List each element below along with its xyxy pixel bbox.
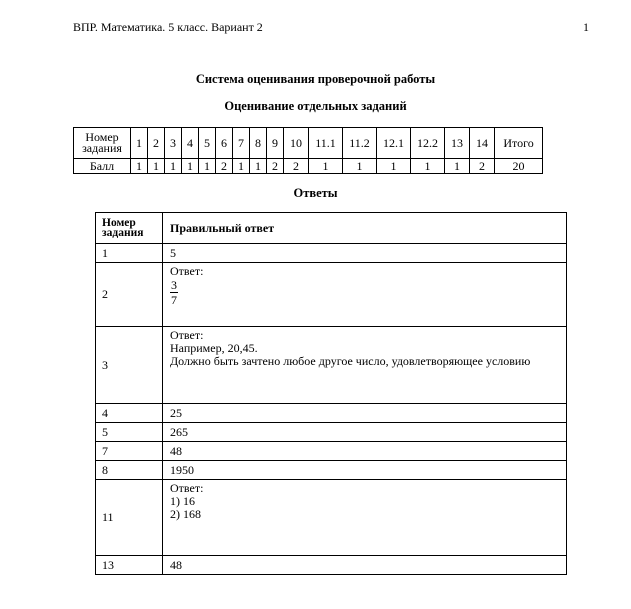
answer-value: 48: [163, 556, 567, 575]
answer-task-number: 8: [96, 461, 163, 480]
answer-value: 25: [163, 404, 567, 423]
task-number: 5: [199, 128, 216, 159]
answer-row: [96, 442, 567, 461]
scoring-table: [73, 127, 543, 174]
page-number: 1: [583, 20, 589, 34]
answer-task-number: 11: [96, 480, 163, 556]
answer-value: [163, 327, 567, 404]
answer-task-number: 2: [96, 263, 163, 327]
answers-col-answer: Правильный ответ: [163, 213, 567, 244]
answer-value: 48: [163, 442, 567, 461]
task-points: 1: [233, 159, 250, 174]
answers-col-number: [96, 213, 163, 244]
running-header: ВПР. Математика. 5 класс. Вариант 2: [73, 20, 263, 34]
answer-row: [96, 404, 567, 423]
answer-task-number: 5: [96, 423, 163, 442]
answer-label: Ответ:: [170, 264, 204, 278]
task-points: 1: [165, 159, 182, 174]
task-number: 11.1: [309, 128, 343, 159]
task-number: 13: [445, 128, 470, 159]
task-points: 1: [445, 159, 470, 174]
answer-value: 5: [163, 244, 567, 263]
fraction-denominator: 7: [171, 293, 177, 307]
answers-title: Ответы: [293, 186, 338, 200]
task-points: 2: [284, 159, 309, 174]
task-points: 2: [267, 159, 284, 174]
answer-row: [96, 263, 567, 327]
section-title-system: Система оценивания проверочной работы: [195, 72, 436, 86]
task-points: 1: [131, 159, 148, 174]
col-number-line2: задания: [102, 227, 144, 239]
task-number: 11.2: [343, 128, 377, 159]
task-points: 1: [182, 159, 199, 174]
header-label-line2: задания: [82, 141, 122, 155]
task-number: 6: [216, 128, 233, 159]
total-points: 20: [495, 159, 543, 174]
answer-value: [163, 480, 567, 556]
answer-line: Ответ:: [170, 328, 204, 342]
answer-line: 1) 16: [170, 494, 195, 508]
answer-task-number: 1: [96, 244, 163, 263]
score-label: Балл: [74, 159, 131, 174]
answer-task-number: 3: [96, 327, 163, 404]
fraction-numerator: 3: [171, 278, 177, 292]
task-points: 1: [411, 159, 445, 174]
answer-row: [96, 461, 567, 480]
answers-header-row: [96, 213, 567, 244]
task-number: 1: [131, 128, 148, 159]
answer-line: Должно быть зачтено любое другое число, удовлетворяющее условию: [170, 354, 531, 368]
answer-value: [163, 263, 567, 327]
task-points: 1: [377, 159, 411, 174]
scoring-points-row: [74, 159, 543, 174]
answer-task-number: 13: [96, 556, 163, 575]
task-number: 10: [284, 128, 309, 159]
task-number: 2: [148, 128, 165, 159]
answer-row: [96, 327, 567, 404]
task-points: 2: [470, 159, 495, 174]
answer-line: Например, 20,45.: [170, 341, 258, 355]
task-number: 4: [182, 128, 199, 159]
answer-row: [96, 423, 567, 442]
task-number: 7: [233, 128, 250, 159]
answer-task-number: 4: [96, 404, 163, 423]
answer-line: Ответ:: [170, 481, 204, 495]
task-number: 9: [267, 128, 284, 159]
task-points: 1: [199, 159, 216, 174]
task-total-header: Итого: [495, 128, 543, 159]
task-points: 2: [216, 159, 233, 174]
answer-task-number: 7: [96, 442, 163, 461]
task-points: 1: [309, 159, 343, 174]
task-number: 14: [470, 128, 495, 159]
answer-row: [96, 244, 567, 263]
task-number: 12.1: [377, 128, 411, 159]
answer-line: 2) 168: [170, 507, 201, 521]
col-number-line1: Номер: [102, 217, 136, 229]
scoring-task-header: [74, 128, 131, 159]
section-title-individual: Оценивание отдельных заданий: [224, 99, 407, 113]
scoring-task-row: [74, 128, 543, 159]
task-points: 1: [343, 159, 377, 174]
task-points: 1: [250, 159, 267, 174]
answer-value: 265: [163, 423, 567, 442]
task-number: 3: [165, 128, 182, 159]
answers-table: [95, 212, 567, 575]
task-points: 1: [148, 159, 165, 174]
task-number: 8: [250, 128, 267, 159]
answer-row: [96, 480, 567, 556]
answer-row: [96, 556, 567, 575]
fraction: [170, 279, 178, 307]
answer-value: 1950: [163, 461, 567, 480]
header-label-line1: Номер: [85, 130, 119, 144]
task-number: 12.2: [411, 128, 445, 159]
